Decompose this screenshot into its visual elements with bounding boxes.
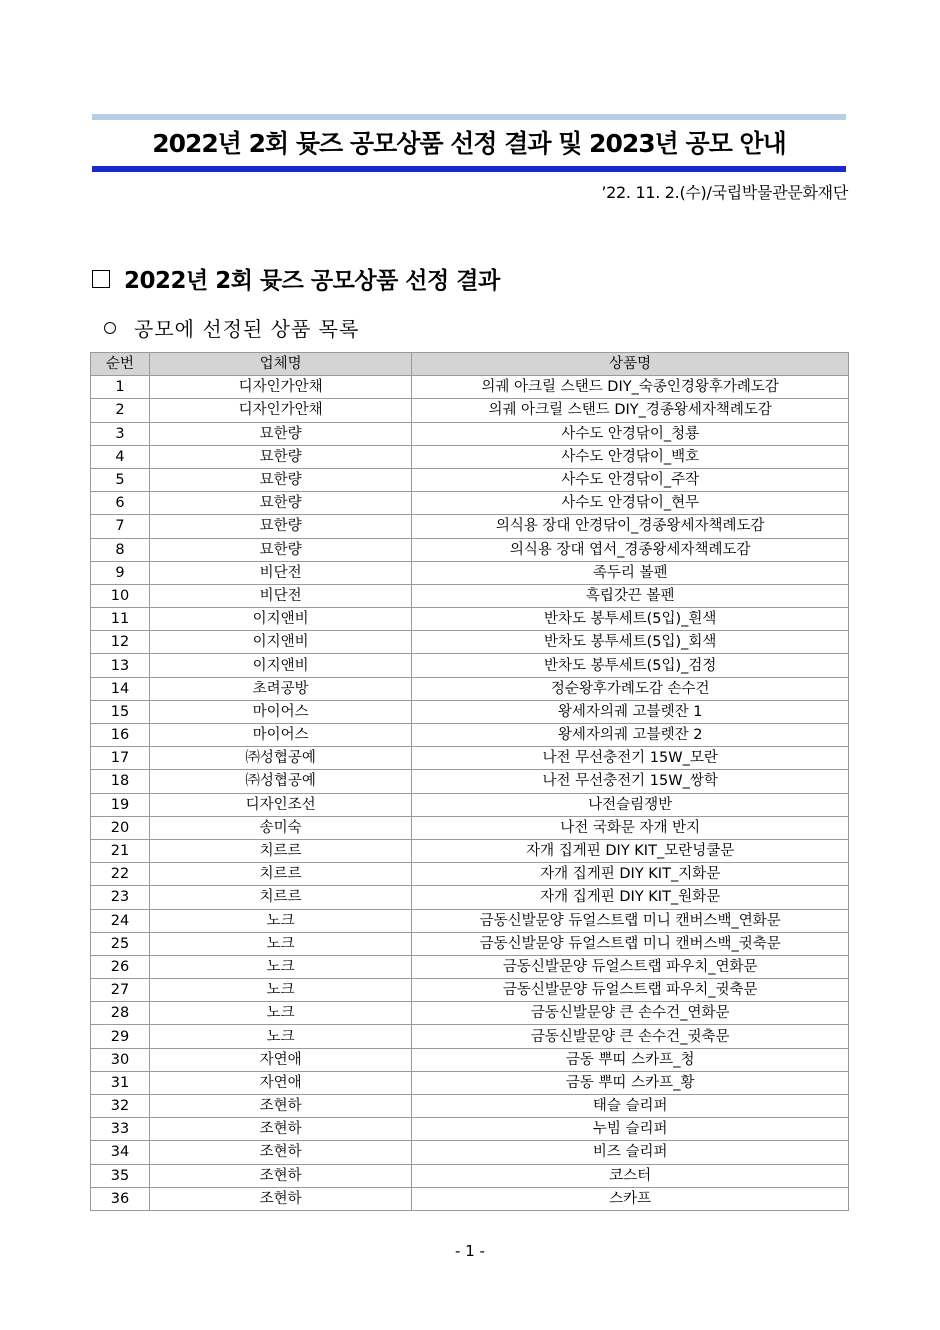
cell-product: 나전 무선충전기 15W_모란 — [412, 747, 849, 770]
cell-product: 나전 국화문 자개 반지 — [412, 816, 849, 839]
table-row — [91, 724, 849, 747]
cell-number: 13 — [91, 654, 150, 677]
header-number: 순번 — [91, 353, 150, 376]
cell-number: 3 — [91, 422, 150, 445]
cell-product: 의식용 장대 엽서_경종왕세자책례도감 — [412, 538, 849, 561]
cell-product: 금동신발문양 듀얼스트랩 파우치_연화문 — [412, 955, 849, 978]
cell-number: 19 — [91, 793, 150, 816]
cell-product: 반차도 봉투세트(5입)_검정 — [412, 654, 849, 677]
table-row — [91, 468, 849, 491]
table-row — [91, 445, 849, 468]
cell-product: 태슬 슬리퍼 — [412, 1095, 849, 1118]
cell-company: 치르르 — [149, 886, 411, 909]
cell-product: 자개 집게핀 DIY KIT_지화문 — [412, 863, 849, 886]
cell-number: 35 — [91, 1164, 150, 1187]
cell-product: 반차도 봉투세트(5입)_흰색 — [412, 608, 849, 631]
cell-product: 나전슬림쟁반 — [412, 793, 849, 816]
section-heading-text: 2022년 2회 뮷즈 공모상품 선정 결과 — [124, 268, 500, 294]
cell-company: 노크 — [149, 979, 411, 1002]
table-row — [91, 538, 849, 561]
date-and-organization: ’22. 11. 2.(수)/국립박물관문화재단 — [601, 183, 848, 202]
table-row — [91, 1118, 849, 1141]
table-row — [91, 584, 849, 607]
table-row — [91, 886, 849, 909]
table-row — [91, 399, 849, 422]
cell-company: 노크 — [149, 955, 411, 978]
table-row — [91, 932, 849, 955]
cell-product: 자개 집게핀 DIY KIT_모란넝쿨문 — [412, 839, 849, 862]
cell-number: 2 — [91, 399, 150, 422]
cell-product: 금동신발문양 듀얼스트랩 미니 캔버스백_귓축문 — [412, 932, 849, 955]
cell-number: 25 — [91, 932, 150, 955]
sub-heading-text: 공모에 선정된 상품 목록 — [134, 317, 360, 341]
cell-product: 코스터 — [412, 1164, 849, 1187]
cell-company: 노크 — [149, 1025, 411, 1048]
cell-number: 28 — [91, 1002, 150, 1025]
table-row — [91, 747, 849, 770]
cell-company: 묘한량 — [149, 445, 411, 468]
table-row — [91, 376, 849, 399]
cell-number: 23 — [91, 886, 150, 909]
cell-company: 마이어스 — [149, 724, 411, 747]
cell-company: 자연애 — [149, 1048, 411, 1071]
cell-product: 누빔 슬리퍼 — [412, 1118, 849, 1141]
table-row — [91, 700, 849, 723]
cell-number: 29 — [91, 1025, 150, 1048]
cell-product: 사수도 안경닦이_백호 — [412, 445, 849, 468]
table-row — [91, 839, 849, 862]
cell-product: 금동신발문양 큰 손수건_귓축문 — [412, 1025, 849, 1048]
cell-company: 비단전 — [149, 584, 411, 607]
page-number: - 1 - — [455, 1242, 485, 1260]
cell-product: 의궤 아크릴 스탠드 DIY_숙종인경왕후가례도감 — [412, 376, 849, 399]
cell-company: 묘한량 — [149, 515, 411, 538]
cell-product: 왕세자의궤 고블렛잔 1 — [412, 700, 849, 723]
cell-company: 조현하 — [149, 1164, 411, 1187]
cell-number: 4 — [91, 445, 150, 468]
cell-number: 21 — [91, 839, 150, 862]
cell-product: 금동 뿌띠 스카프_황 — [412, 1071, 849, 1094]
cell-company: 조현하 — [149, 1187, 411, 1210]
table-row — [91, 492, 849, 515]
table-row — [91, 1164, 849, 1187]
cell-company: 디자인가안채 — [149, 376, 411, 399]
cell-company: 묘한량 — [149, 468, 411, 491]
cell-number: 15 — [91, 700, 150, 723]
cell-product: 비즈 슬리퍼 — [412, 1141, 849, 1164]
cell-number: 27 — [91, 979, 150, 1002]
table-row — [91, 1025, 849, 1048]
table-row — [91, 608, 849, 631]
cell-company: 치르르 — [149, 839, 411, 862]
document-title-box — [92, 114, 846, 172]
table-row — [91, 677, 849, 700]
table-row — [91, 515, 849, 538]
cell-number: 14 — [91, 677, 150, 700]
table-row — [91, 979, 849, 1002]
document-title: 2022년 2회 뮷즈 공모상품 선정 결과 및 2023년 공모 안내 — [152, 129, 786, 158]
square-bullet-icon — [92, 270, 110, 288]
header-product: 상품명 — [412, 353, 849, 376]
table-row — [91, 561, 849, 584]
cell-product: 족두리 볼펜 — [412, 561, 849, 584]
table-row — [91, 1187, 849, 1210]
table-row — [91, 863, 849, 886]
table-row — [91, 955, 849, 978]
cell-product: 금동신발문양 듀얼스트랩 파우치_귓축문 — [412, 979, 849, 1002]
cell-company: 조현하 — [149, 1141, 411, 1164]
cell-number: 36 — [91, 1187, 150, 1210]
cell-number: 6 — [91, 492, 150, 515]
cell-company: ㈜성협공예 — [149, 770, 411, 793]
cell-company: 디자인조선 — [149, 793, 411, 816]
cell-number: 7 — [91, 515, 150, 538]
table-row — [91, 1141, 849, 1164]
cell-company: 묘한량 — [149, 422, 411, 445]
table-row — [91, 1095, 849, 1118]
cell-company: 이지앤비 — [149, 631, 411, 654]
section-heading — [92, 262, 500, 295]
cell-product: 정순왕후가례도감 손수건 — [412, 677, 849, 700]
cell-company: 자연애 — [149, 1071, 411, 1094]
table-row — [91, 1048, 849, 1071]
circle-bullet-icon — [104, 322, 116, 334]
cell-company: 조현하 — [149, 1118, 411, 1141]
cell-company: 노크 — [149, 909, 411, 932]
cell-product: 금동신발문양 큰 손수건_연화문 — [412, 1002, 849, 1025]
cell-product: 반차도 봉투세트(5입)_회색 — [412, 631, 849, 654]
title-bottom-rule — [92, 166, 846, 172]
cell-company: 묘한량 — [149, 538, 411, 561]
cell-product: 흑립갓끈 볼펜 — [412, 584, 849, 607]
table-row — [91, 1002, 849, 1025]
cell-company: 묘한량 — [149, 492, 411, 515]
cell-number: 10 — [91, 584, 150, 607]
cell-product: 의궤 아크릴 스탠드 DIY_경종왕세자책례도감 — [412, 399, 849, 422]
cell-product: 자개 집게핀 DIY KIT_원화문 — [412, 886, 849, 909]
cell-number: 33 — [91, 1118, 150, 1141]
cell-number: 1 — [91, 376, 150, 399]
table-row — [91, 1071, 849, 1094]
cell-company: 비단전 — [149, 561, 411, 584]
cell-company: 송미숙 — [149, 816, 411, 839]
cell-number: 9 — [91, 561, 150, 584]
table-row — [91, 631, 849, 654]
cell-company: 디자인가안채 — [149, 399, 411, 422]
table-row — [91, 770, 849, 793]
cell-company: 초려공방 — [149, 677, 411, 700]
cell-number: 5 — [91, 468, 150, 491]
table-row — [91, 654, 849, 677]
cell-product: 금동신발문양 듀얼스트랩 미니 캔버스백_연화문 — [412, 909, 849, 932]
table-row — [91, 816, 849, 839]
cell-product: 사수도 안경닦이_주작 — [412, 468, 849, 491]
cell-number: 34 — [91, 1141, 150, 1164]
cell-company: 조현하 — [149, 1095, 411, 1118]
selected-products-table — [90, 352, 849, 1211]
cell-number: 30 — [91, 1048, 150, 1071]
cell-company: 노크 — [149, 1002, 411, 1025]
cell-number: 8 — [91, 538, 150, 561]
cell-company: 이지앤비 — [149, 654, 411, 677]
table-row — [91, 909, 849, 932]
cell-number: 18 — [91, 770, 150, 793]
cell-company: 치르르 — [149, 863, 411, 886]
cell-company: 마이어스 — [149, 700, 411, 723]
cell-number: 12 — [91, 631, 150, 654]
cell-number: 26 — [91, 955, 150, 978]
cell-company: 이지앤비 — [149, 608, 411, 631]
cell-product: 왕세자의궤 고블렛잔 2 — [412, 724, 849, 747]
sub-heading — [104, 313, 359, 342]
cell-number: 31 — [91, 1071, 150, 1094]
header-company: 업체명 — [149, 353, 411, 376]
cell-number: 20 — [91, 816, 150, 839]
cell-product: 스카프 — [412, 1187, 849, 1210]
cell-product: 금동 뿌띠 스카프_청 — [412, 1048, 849, 1071]
cell-company: 노크 — [149, 932, 411, 955]
cell-product: 나전 무선충전기 15W_쌍학 — [412, 770, 849, 793]
table-header-row — [91, 353, 849, 376]
cell-product: 의식용 장대 안경닦이_경종왕세자책례도감 — [412, 515, 849, 538]
cell-product: 사수도 안경닦이_청룡 — [412, 422, 849, 445]
cell-product: 사수도 안경닦이_현무 — [412, 492, 849, 515]
table-row — [91, 422, 849, 445]
cell-number: 22 — [91, 863, 150, 886]
table-row — [91, 793, 849, 816]
cell-number: 32 — [91, 1095, 150, 1118]
cell-number: 17 — [91, 747, 150, 770]
table-body — [91, 376, 849, 1211]
cell-company: ㈜성협공예 — [149, 747, 411, 770]
cell-number: 11 — [91, 608, 150, 631]
cell-number: 24 — [91, 909, 150, 932]
cell-number: 16 — [91, 724, 150, 747]
